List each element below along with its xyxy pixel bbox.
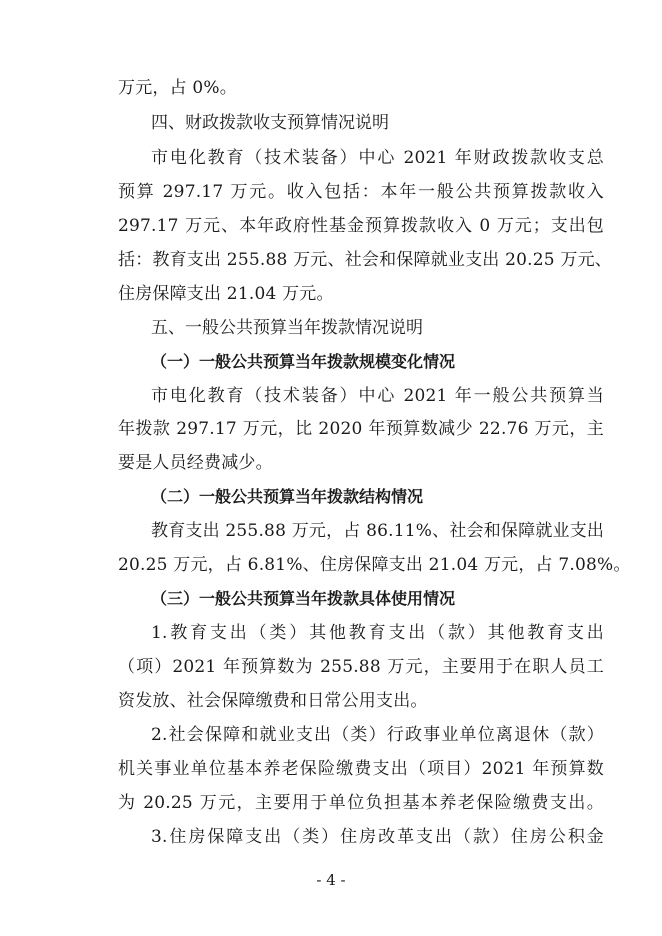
paragraph-line: 20.25 万元，占 6.81%、住房保障支出 21.04 万元，占 7.08%。 bbox=[118, 555, 631, 575]
paragraph-line: 万元，占 0%。 bbox=[118, 78, 237, 98]
subsection-heading: （三）一般公共预算当年拨款具体使用情况 bbox=[151, 589, 456, 608]
paragraph-line: 要是人员经费减少。 bbox=[118, 453, 273, 473]
paragraph-line: 机关事业单位基本养老保险缴费支出（项目）2021 年预算数 bbox=[118, 759, 604, 779]
section-heading: 四、财政拨款收支预算情况说明 bbox=[151, 113, 389, 133]
paragraph-line: 资发放、社会保障缴费和日常公用支出。 bbox=[118, 691, 428, 711]
paragraph-line: 市电化教育（技术装备）中心 2021 年一般公共预算当 bbox=[151, 386, 604, 406]
paragraph-line: 2.社会保障和就业支出（类）行政事业单位离退休（款） bbox=[151, 725, 604, 745]
paragraph-line: 297.17 万元、本年政府性基金预算拨款收入 0 万元；支出包 bbox=[118, 216, 604, 236]
section-heading: 五、一般公共预算当年拨款情况说明 bbox=[151, 318, 423, 338]
paragraph-line: 3.住房保障支出（类）住房改革支出（款）住房公积金 bbox=[151, 827, 604, 847]
page-number: - 4 - bbox=[316, 871, 346, 889]
subsection-heading: （二）一般公共预算当年拨款结构情况 bbox=[151, 487, 424, 506]
paragraph-line: 教育支出 255.88 万元，占 86.11%、社会和保障就业支出 bbox=[151, 521, 605, 541]
paragraph-line: 1.教育支出（类）其他教育支出（款）其他教育支出 bbox=[151, 623, 604, 643]
paragraph-line: 市电化教育（技术装备）中心 2021 年财政拨款收支总 bbox=[151, 148, 604, 168]
paragraph-line: 住房保障支出 21.04 万元。 bbox=[118, 284, 334, 304]
subsection-heading: （一）一般公共预算当年拨款规模变化情况 bbox=[151, 352, 456, 371]
paragraph-line: 括：教育支出 255.88 万元、社会和保障就业支出 20.25 万元、 bbox=[118, 250, 612, 270]
paragraph-line: 年拨款 297.17 万元，比 2020 年预算数减少 22.76 万元，主 bbox=[118, 419, 604, 439]
paragraph-line: 为 20.25 万元，主要用于单位负担基本养老保险缴费支出。 bbox=[118, 793, 604, 813]
paragraph-line: （项）2021 年预算数为 255.88 万元，主要用于在职人员工 bbox=[118, 657, 604, 677]
paragraph-line: 预算 297.17 万元。收入包括：本年一般公共预算拨款收入 bbox=[118, 182, 604, 202]
